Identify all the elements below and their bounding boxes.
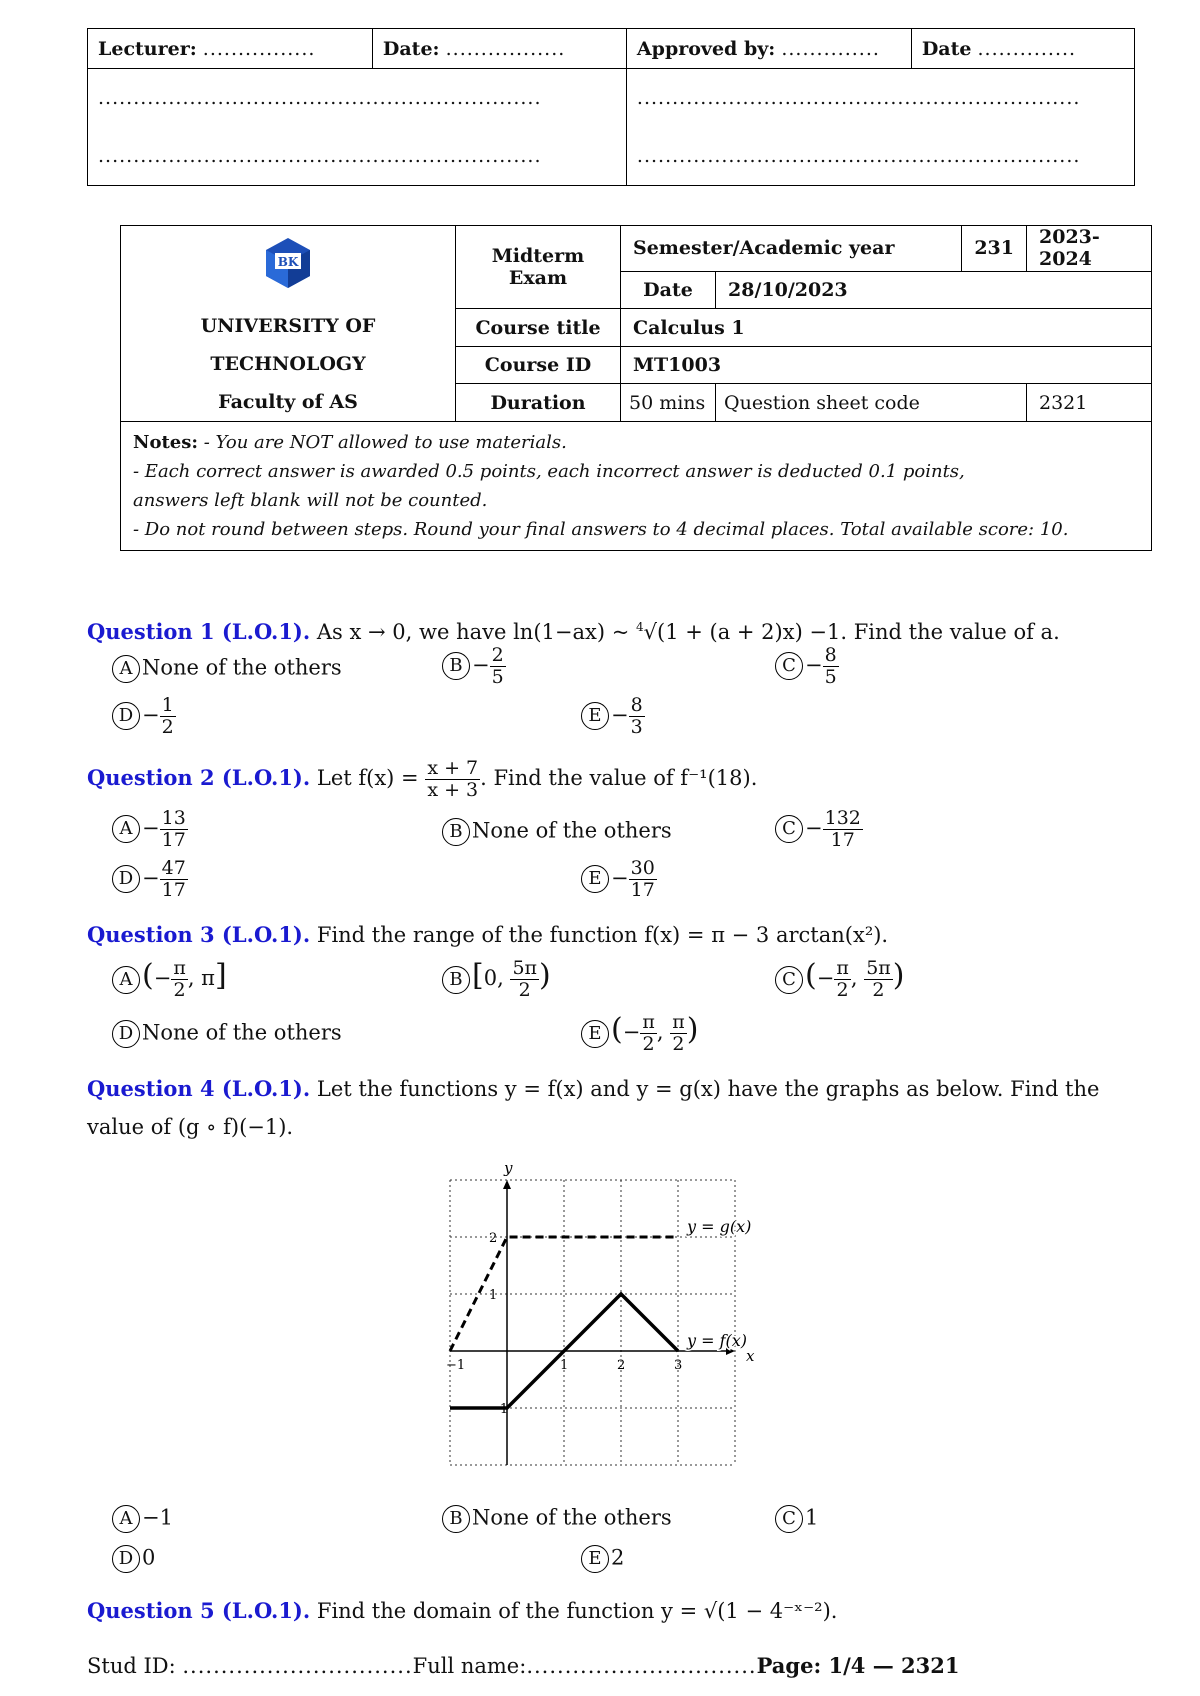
q1-option-c[interactable]: C − $\frac{8}{5}$ xyxy=(775,645,839,688)
page-indicator: Page: 1/4 — 2321 xyxy=(756,1653,960,1678)
date-cell: Date: ................. xyxy=(372,29,626,69)
q3-option-a[interactable]: A (− $\frac{\pi}{2}$ , π] xyxy=(112,958,227,1001)
course-title-label: Course title xyxy=(456,309,621,347)
q4-option-d[interactable]: D 0 xyxy=(112,1545,155,1573)
x-tick-label: 2 xyxy=(617,1358,626,1373)
q3-option-d[interactable]: D None of the others xyxy=(112,1020,342,1048)
y-tick-label: 2 xyxy=(489,1231,498,1246)
q2-option-c[interactable]: C − $\frac{132}{17}$ xyxy=(775,808,863,851)
q4-option-e[interactable]: E 2 xyxy=(581,1545,624,1573)
question-2-label: Question 2 (L.O.1). xyxy=(87,764,311,790)
g-curve-label: y = g(x) xyxy=(687,1217,752,1236)
approved-cell: Approved by: .............. xyxy=(626,29,911,69)
course-id: MT1003 xyxy=(621,346,1152,384)
question-3-label: Question 3 (L.O.1). xyxy=(87,922,311,947)
g-function-curve xyxy=(450,1237,678,1351)
question-2-fraction: $\frac{x + 7}{x + 3}$ xyxy=(427,757,479,801)
q2-option-d[interactable]: D − $\frac{47}{17}$ xyxy=(112,858,188,901)
question-5-label: Question 5 (L.O.1). xyxy=(87,1598,311,1623)
q4-option-a[interactable]: A −1 xyxy=(112,1505,173,1533)
question-1-text-pre: As x → 0, we have ln(1−ax) ~ xyxy=(316,620,636,644)
q4-option-c[interactable]: C 1 xyxy=(775,1505,818,1533)
exam-date: 28/10/2023 xyxy=(716,271,1152,309)
lecturer-sign-area: ............................................................... ............................................................... xyxy=(88,69,627,186)
q2-option-a[interactable]: A − $\frac{13}{17}$ xyxy=(112,808,188,851)
graph-tick-labels xyxy=(446,1231,682,1417)
f-curve-label: y = f(x) xyxy=(687,1331,748,1350)
university-cell xyxy=(121,226,456,422)
q1-option-e[interactable]: E − $\frac{8}{3}$ xyxy=(581,695,645,738)
semester-label: Semester/Academic year xyxy=(621,226,962,272)
x-axis-label: x xyxy=(746,1347,755,1365)
duration: 50 mins xyxy=(621,384,716,422)
question-1-text-post: √(1 + (a + 2)x) −1. Find the value of a. xyxy=(643,620,1060,644)
academic-year: 2023-2024 xyxy=(1027,226,1152,272)
question-1-label: Question 1 (L.O.1). xyxy=(87,619,311,644)
sheet-code-label: Question sheet code xyxy=(716,384,1027,422)
x-tick-label: 1 xyxy=(560,1358,569,1373)
question-1: Question 1 (L.O.1). As x → 0, we have ln(1−ax) ~ $^4$√(1 + (a + 2)x) −1. Find the value of a. xyxy=(87,619,1060,644)
y-axis-arrow xyxy=(503,1180,511,1189)
q3-option-e[interactable]: E (− $\frac{\pi}{2}$ , $\frac{\pi}{2}$ ) xyxy=(581,1012,698,1055)
question-4: Question 4 (L.O.1). Let the functions y = f(x) and y = g(x) have the graphs as below. Find the value of (g ∘ f)(−1). xyxy=(87,1076,1100,1139)
function-graph xyxy=(430,1155,770,1480)
question-4-label: Question 4 (L.O.1). xyxy=(87,1076,311,1101)
course-title: Calculus 1 xyxy=(621,309,1152,347)
y-tick-label: −1 xyxy=(489,1402,509,1417)
q1-option-a[interactable]: A None of the others xyxy=(112,655,342,683)
x-tick-label: −1 xyxy=(446,1358,466,1373)
duration-label: Duration xyxy=(456,384,621,422)
footer: Stud ID: ..............................Full name:..............................Page: 1/4 — 2321 xyxy=(87,1653,960,1678)
svg-text:BK: BK xyxy=(277,255,299,269)
exam-type: Midterm Exam xyxy=(456,226,621,309)
question-5: Question 5 (L.O.1). Find the domain of the function y = √(1 − 4⁻ˣ⁻²). xyxy=(87,1598,838,1623)
university-logo xyxy=(258,236,318,292)
notes: Notes: - You are NOT allowed to use materials. - Each correct answer is awarded 0.5 points, each incorrect answer is deducted 0.1 points, answers left blank will not be counted. - Do not round between steps. Round your final answers to 4 decimal places. Total available score: 10. xyxy=(121,422,1152,551)
y-axis-label: y xyxy=(504,1159,513,1177)
y-tick-label: 1 xyxy=(489,1288,498,1303)
x-tick-label: 3 xyxy=(674,1358,683,1373)
question-2: Question 2 (L.O.1). Let f(x) = $\frac{x + 7}{x + 3}$ . Find the value of f⁻¹(18). xyxy=(87,757,758,801)
university-name: UNIVERSITY OF TECHNOLOGY Faculty of AS xyxy=(200,315,376,413)
course-id-label: Course ID xyxy=(456,346,621,384)
approver-sign-area: ............................................................... ............................................................... xyxy=(626,69,1134,186)
q1-option-d[interactable]: D − $\frac{1}{2}$ xyxy=(112,695,176,738)
sheet-code: 2321 xyxy=(1027,384,1152,422)
full-name-label: Full name: xyxy=(412,1654,527,1678)
q4-option-b[interactable]: B None of the others xyxy=(442,1505,672,1533)
exam-header-table xyxy=(120,225,1152,551)
lecturer-cell: Lecturer: ................ xyxy=(88,29,373,69)
q3-option-c[interactable]: C (− $\frac{\pi}{2}$ , $\frac{5\pi}{2}$ ) xyxy=(775,958,904,1001)
q2-option-e[interactable]: E − $\frac{30}{17}$ xyxy=(581,858,657,901)
question-3: Question 3 (L.O.1). Find the range of the function f(x) = π − 3 arctan(x²). xyxy=(87,922,889,947)
semester-value: 231 xyxy=(962,226,1027,272)
date2-cell: Date .............. xyxy=(911,29,1134,69)
q2-option-b[interactable]: B None of the others xyxy=(442,818,672,846)
q1-option-b[interactable]: B − $\frac{2}{5}$ xyxy=(442,645,506,688)
q3-option-b[interactable]: B [0, $\frac{5\pi}{2}$ ) xyxy=(442,958,551,1001)
date-label: Date xyxy=(621,271,716,309)
stud-id-label: Stud ID: xyxy=(87,1654,176,1678)
signature-table xyxy=(87,28,1135,186)
